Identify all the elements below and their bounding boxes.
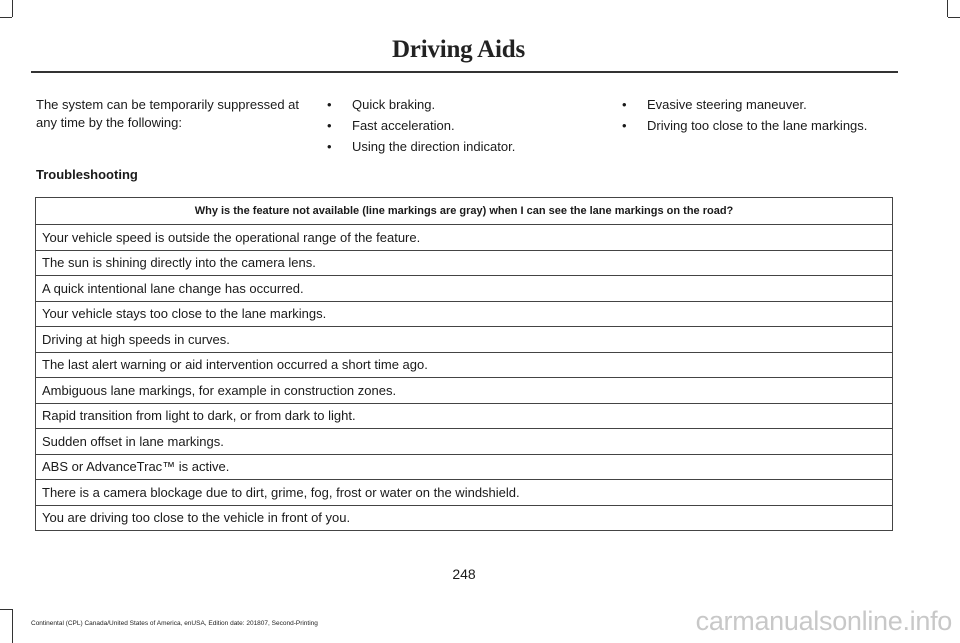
table-row — [36, 429, 893, 455]
page-number: 248 — [452, 566, 476, 582]
bullet-icon: • — [622, 118, 627, 133]
table-cell: Rapid transition from light to dark, or from dark to light. — [36, 403, 893, 429]
table-cell: Sudden offset in lane markings. — [36, 429, 893, 455]
table-cell: Your vehicle stays too close to the lane markings. — [36, 301, 893, 327]
table-row — [36, 403, 893, 429]
watermark-logo: carmanualsonline.info — [695, 606, 952, 636]
table-cell: Your vehicle speed is outside the operational range of the feature. — [36, 225, 893, 251]
table-cell: Driving at high speeds in curves. — [36, 327, 893, 353]
intro-paragraph: The system can be temporarily suppressed at any time by the following: — [36, 97, 300, 130]
table-cell: Ambiguous lane markings, for example in construction zones. — [36, 378, 893, 404]
table-cell: There is a camera blockage due to dirt, grime, fog, frost or water on the windshield. — [36, 480, 893, 506]
table-cell: ABS or AdvanceTrac™ is active. — [36, 454, 893, 480]
list-item — [327, 96, 587, 114]
bullet-icon: • — [327, 139, 332, 154]
table-row — [36, 250, 893, 276]
bullet-icon: • — [327, 97, 332, 112]
crop-mark-bottom-left-h — [0, 609, 12, 610]
bullet-column-2 — [327, 96, 587, 159]
table-cell: The last alert warning or aid intervention occurred a short time ago. — [36, 352, 893, 378]
list-item-text: Driving too close to the lane markings. — [647, 118, 868, 133]
bullet-icon: • — [622, 97, 627, 112]
troubleshooting-table — [35, 197, 893, 531]
bullet-icon: • — [327, 118, 332, 133]
table-row — [36, 327, 893, 353]
crop-mark-top-left-h — [0, 17, 12, 18]
list-item — [622, 117, 902, 135]
list-item-text: Fast acceleration. — [352, 118, 455, 133]
crop-mark-bottom-left-v — [12, 609, 13, 643]
list-item-text: Using the direction indicator. — [352, 139, 516, 154]
table-header: Why is the feature not available (line markings are gray) when I can see the lane markings on the road? — [36, 198, 893, 225]
table-row — [36, 352, 893, 378]
table-cell: You are driving too close to the vehicle in front of you. — [36, 505, 893, 531]
list-item-text: Quick braking. — [352, 97, 436, 112]
header-divider — [31, 71, 898, 73]
list-item — [622, 96, 902, 114]
edition-footer: Continental (CPL) Canada/United States of America, enUSA, Edition date: 201807, Second-Printing — [31, 620, 318, 627]
crop-mark-top-left-v — [12, 0, 13, 17]
table-row — [36, 276, 893, 302]
page-title: Driving Aids — [391, 36, 525, 63]
bullet-column-3 — [622, 96, 902, 138]
table-cell: A quick intentional lane change has occurred. — [36, 276, 893, 302]
table-row — [36, 505, 893, 531]
crop-mark-top-right-h — [948, 17, 960, 18]
crop-mark-top-right-v — [947, 0, 948, 17]
table-row — [36, 378, 893, 404]
list-item — [327, 138, 587, 156]
intro-column — [36, 96, 306, 132]
table-row — [36, 454, 893, 480]
list-item — [327, 117, 587, 135]
table-row — [36, 301, 893, 327]
list-item-text: Evasive steering maneuver. — [647, 97, 807, 112]
table-cell: The sun is shining directly into the camera lens. — [36, 250, 893, 276]
table-row — [36, 225, 893, 251]
bullet-list — [327, 96, 587, 156]
section-heading: Troubleshooting — [36, 167, 138, 182]
table-row — [36, 480, 893, 506]
bullet-list — [622, 96, 902, 135]
table-header-row — [36, 198, 893, 225]
